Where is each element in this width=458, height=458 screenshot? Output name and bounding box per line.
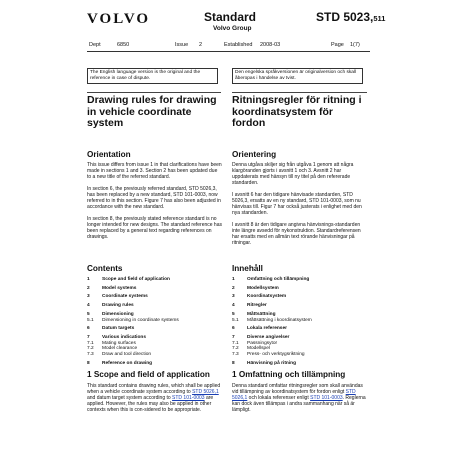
toc-item-title: Lokala referenser — [247, 326, 287, 332]
toc-item-title: Press- och verktygsriktning — [247, 352, 305, 358]
toc-item — [87, 361, 222, 367]
toc-item-title: Dimensioning — [102, 311, 134, 317]
toc-item-title: Mating surfaces — [102, 340, 136, 346]
toc-item-number: 3 — [87, 294, 90, 300]
toc-item — [232, 326, 367, 332]
toc-item-number: 4 — [232, 303, 235, 309]
section-1-text: This standard contains drawing rules, which shall be applied when a vehicle coordinate system according to — [87, 383, 221, 395]
toc-item-title: Scope and field of application — [102, 277, 170, 282]
toc-item-title: Modellsystem — [247, 285, 279, 291]
page-label: Page — [331, 42, 344, 48]
toc-item-title: Modellspel — [247, 346, 270, 352]
std-5026-link[interactable]: STD 5026,1 — [192, 389, 219, 395]
toc-item — [87, 326, 222, 332]
notice-box-en: The English language version is the original and the reference in case of dispute. — [87, 68, 218, 84]
established-label: Established — [224, 42, 253, 48]
orientation-paragraph: This issue differs from issue 1 in that clarifications have been made in sections 1 and 3. Section 2 has been updated due to a new title of the referred standard. — [87, 162, 222, 180]
toc-item — [87, 294, 222, 300]
section-1-text-sv — [232, 383, 367, 413]
std-5026-link[interactable]: STD 5026,1 — [232, 389, 356, 401]
dept-label: Dept — [89, 42, 101, 48]
toc-item-number: 8 — [232, 360, 235, 366]
toc-item — [232, 294, 367, 300]
orientation-heading-en: Orientation — [87, 150, 131, 159]
toc-item-number: 5 — [87, 311, 90, 317]
header-rule — [87, 51, 370, 52]
established-value: 2008-03 — [260, 42, 281, 48]
toc-item-title: Coordinate systems — [102, 294, 148, 300]
orientation-heading-sv: Orientering — [232, 150, 277, 159]
issue-value: 2 — [199, 42, 203, 48]
toc-item — [232, 277, 367, 283]
toc-item-number: 7.3 — [232, 352, 239, 358]
toc-item — [87, 286, 222, 292]
toc-item — [87, 352, 222, 358]
volvo-logo: VOLVO — [87, 11, 151, 27]
toc-item-number: 5.1 — [87, 317, 94, 323]
toc-item — [87, 277, 222, 283]
orientation-text-en — [87, 162, 222, 246]
table-of-contents-sv — [232, 277, 367, 366]
page-value: 1(7) — [350, 42, 360, 48]
contents-heading-en: Contents — [87, 264, 123, 273]
std-101-0003-link[interactable]: STD 101-0003 — [172, 395, 205, 401]
toc-item-title: Datum targets — [102, 326, 135, 332]
toc-item-number: 7.2 — [87, 346, 94, 352]
toc-item-title: Dimensioning in coordinate systems — [102, 317, 179, 323]
toc-item-number: 7.2 — [232, 346, 239, 352]
toc-item-number: 4 — [87, 303, 90, 309]
section-1-text: . Reglerna kan dock även tillämpas i andra sammanhang när så är lämpligt. — [232, 395, 366, 413]
section-1-text: Denna standard omfattar ritningsregler som skall användas vid tillämpning av koordinatsystem för fordon enligt — [232, 383, 363, 395]
orientation-paragraph: I avsnitt 8 är den tidigare angivna hänvisnings-standarden inte längre avsedd för nykonstruktion. Standardreferensen har ersatts med en allmän text rörande hänvisningar på ritningar. — [232, 222, 361, 246]
document-title-sv: Ritningsregler för ritning i koordinatsystem för fordon — [232, 94, 362, 129]
section-1-text: och lokala referenser enligt — [247, 395, 311, 401]
toc-item — [232, 352, 367, 358]
section-1-text-en — [87, 383, 222, 413]
toc-item-title: Draw and tool direction — [102, 352, 152, 358]
toc-item-title: Koordinatsystem — [247, 294, 287, 300]
toc-item-title: Reference on drawing — [102, 360, 153, 366]
orientation-paragraph: I avsnitt 6 har den tidigare hänvisade standarden, STD 5026,3, ersatts av en ny standard, STD 101-0003, som nu hänvisas till. Figur 7 har också justerats i enlighet med den nya standarden. — [232, 192, 362, 216]
standard-subtitle: Volvo Group — [213, 25, 252, 32]
toc-item-number: 7.1 — [232, 340, 239, 346]
toc-item-number: 5.1 — [232, 317, 239, 323]
toc-item-title: Passningsytor — [247, 340, 278, 346]
toc-item — [232, 303, 367, 309]
toc-item-number: 2 — [87, 285, 90, 291]
issue-label: Issue — [175, 42, 189, 48]
title-rule-sv — [232, 92, 367, 93]
dept-value: 6850 — [117, 42, 130, 48]
table-of-contents-en — [87, 277, 222, 366]
toc-item-title: Drawing rules — [102, 303, 134, 309]
toc-item-number: 7.1 — [87, 340, 94, 346]
toc-item-number: 5 — [232, 311, 235, 317]
toc-item-number: 7 — [232, 334, 235, 340]
toc-item-number: 1 — [87, 277, 90, 282]
section-1-heading-en: 1 Scope and field of application — [87, 370, 210, 379]
title-rule-en — [87, 92, 221, 93]
document-title-en: Drawing rules for drawing in vehicle coordinate system — [87, 94, 217, 129]
toc-item — [232, 318, 367, 324]
toc-item-title: Model systems — [102, 285, 137, 291]
section-1-text: are applied. However, the rules may also be applied in other contexts when this is con-sidered to be appropriate. — [87, 395, 214, 413]
toc-item-number: 7 — [87, 334, 90, 340]
standard-title: Standard — [204, 10, 257, 24]
toc-item-title: Måttsättning i koordinatsystem — [247, 317, 312, 323]
orientation-paragraph: In section 6, the previously referred standard, STD 5026,3, has been replaced by a new standard, STD 101-0003, now referred to in this section. Figure 7 has also been adjusted in accordance with the new standard. — [87, 186, 221, 210]
toc-item-title: Various indications — [102, 334, 146, 340]
toc-item-title: Diverse angivelser — [247, 334, 290, 340]
standard-number-main: STD 5023, — [316, 10, 374, 24]
toc-item-number: 8 — [87, 360, 90, 366]
toc-item-number: 6 — [87, 326, 90, 332]
standard-number — [316, 10, 385, 24]
std-101-0003-link[interactable]: STD 101-0003 — [310, 395, 343, 401]
toc-item — [87, 303, 222, 309]
notice-box-sv: Den engelska språkversionen är originalversion och skall åberopas i händelse av tvist. — [232, 68, 363, 84]
orientation-text-sv — [232, 162, 367, 252]
orientation-paragraph: In section 8, the previously stated reference standard is no longer intended for new designs. The standard reference has been replaced by a general text regarding references on drawings. — [87, 216, 222, 240]
toc-item-number: 3 — [232, 294, 235, 300]
toc-item-number: 7.3 — [87, 352, 94, 358]
toc-item-number: 1 — [232, 277, 235, 282]
orientation-paragraph: Denna utgåva skiljer sig från utgåva 1 genom att några klargöranden gjorts i avsnitt 1 och 3. Avsnitt 2 har uppdaterats med hänsyn till ny titel på den refererade standarden. — [232, 162, 354, 186]
toc-item-number: 2 — [232, 285, 235, 291]
toc-item — [232, 361, 367, 367]
section-1-text: and datum target system according to — [87, 395, 173, 401]
section-1-heading-sv: 1 Omfattning och tillämpning — [232, 370, 346, 379]
toc-item-title: Ritregler — [247, 303, 267, 309]
toc-item — [87, 318, 222, 324]
toc-item-title: Hänvisning på ritning — [247, 360, 297, 366]
standard-number-suffix: 511 — [373, 14, 386, 23]
toc-item — [232, 286, 367, 292]
toc-item-title: Omfattning och tillämpning — [247, 277, 310, 282]
toc-item-number: 6 — [232, 326, 235, 332]
toc-item-title: Model clearance — [102, 346, 138, 352]
contents-heading-sv: Innehåll — [232, 264, 263, 273]
toc-item-title: Måttsättning — [247, 311, 276, 317]
